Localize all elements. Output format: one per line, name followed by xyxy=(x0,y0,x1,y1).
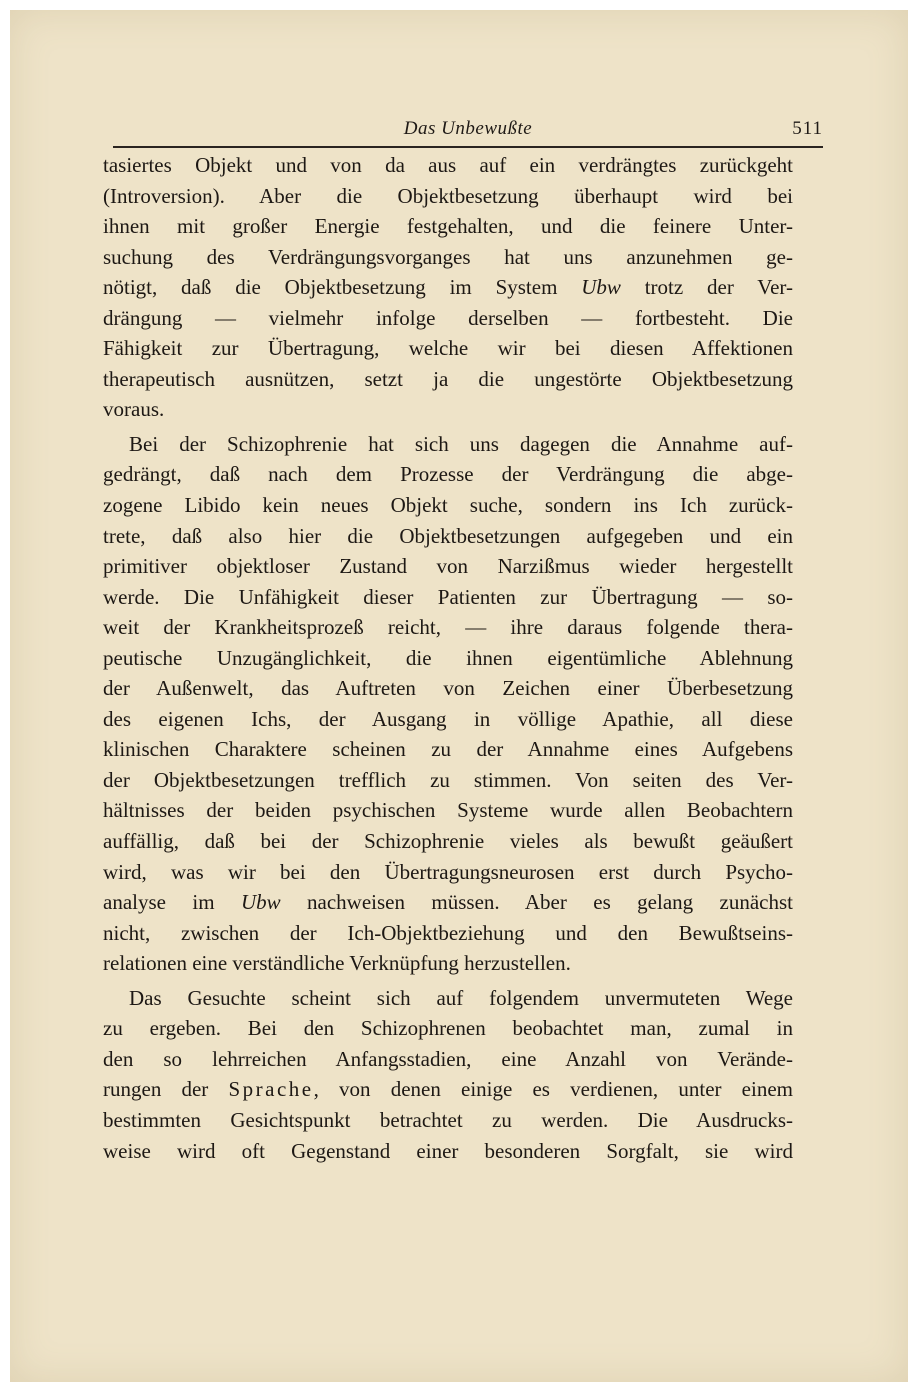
text-line: suchung des Verdrängungsvorganges hat uns anzunehmen ge- xyxy=(103,244,793,269)
text-line: Bei der Schizophrenie hat sich uns dagegen die Annahme auf- xyxy=(129,431,793,456)
text-line: gedrängt, daß nach dem Prozesse der Verdrängung die abge- xyxy=(103,462,793,487)
text-line: zogene Libido kein neues Objekt suche, sondern ins Ich zurück- xyxy=(103,493,793,518)
text-line: den so lehrreichen Anfangsstadien, eine Anzahl von Verände- xyxy=(103,1046,793,1071)
text-segment: trotz der Ver- xyxy=(620,275,793,300)
text-line: therapeutisch ausnützen, setzt ja die ungestörte Objektbesetzung xyxy=(103,366,793,391)
text-line: weise wird oft Gegenstand einer besonderen Sorgfalt, sie wird xyxy=(103,1138,793,1163)
text-line: peutische Unzugänglichkeit, die ihnen eigentümliche Ablehnung xyxy=(103,645,793,670)
paragraph xyxy=(103,150,793,425)
text-segment: rungen der xyxy=(103,1077,229,1102)
text-line xyxy=(103,887,793,918)
text-line: drängung — vielmehr infolge derselben — fortbesteht. Die xyxy=(103,305,793,330)
text-line: der Außenwelt, das Auftreten von Zeichen einer Überbesetzung xyxy=(103,676,793,701)
emphasis-ubw: Ubw xyxy=(581,275,621,300)
text-line: nicht, zwischen der Ich-Objektbeziehung und den Bewußtseins- xyxy=(103,920,793,945)
text-line xyxy=(103,272,793,303)
running-head-title: Das Unbewußte xyxy=(403,118,533,139)
paragraph xyxy=(103,429,793,979)
text-segment: nachweisen müssen. Aber es gelang zunächst xyxy=(280,890,794,915)
text-line: tasiertes Objekt und von da aus auf ein verdrängtes zurückgeht xyxy=(103,153,793,177)
text-line: Das Gesuchte scheint sich auf folgendem unvermuteten Wege xyxy=(129,985,793,1010)
body-text xyxy=(103,150,793,1166)
text-line: primitiver objektloser Zustand von Narzißmus wieder hergestellt xyxy=(103,554,793,579)
text-segment: , von denen einige es verdienen, unter einem xyxy=(313,1077,793,1102)
text-line: hältnisses der beiden psychischen Systeme wurde allen Beobachtern xyxy=(103,798,793,823)
text-line: zu ergeben. Bei den Schizophrenen beobachtet man, zumal in xyxy=(103,1016,793,1041)
text-line: auffällig, daß bei der Schizophrenie vieles als bewußt geäußert xyxy=(103,829,793,854)
emphasis-ubw: Ubw xyxy=(240,890,281,915)
running-head xyxy=(113,116,823,148)
text-line: des eigenen Ichs, der Ausgang in völlige Apathie, all diese xyxy=(103,706,793,731)
text-line: der Objektbesetzungen trefflich zu stimmen. Von seiten des Ver- xyxy=(103,767,793,792)
spaced-emphasis-sprache: Sprache xyxy=(228,1077,314,1102)
text-line: relationen eine verständliche Verknüpfung herzustellen. xyxy=(103,951,571,976)
text-line: werde. Die Unfähigkeit dieser Patienten zur Übertragung — so- xyxy=(103,584,793,609)
text-line: (Introversion). Aber die Objektbesetzung überhaupt wird bei xyxy=(103,183,793,208)
text-line: weit der Krankheitsprozeß reicht, — ihre daraus folgende thera- xyxy=(103,615,793,640)
text-line: ihnen mit großer Energie festgehalten, und die feinere Unter- xyxy=(103,214,793,239)
text-line: trete, daß also hier die Objektbesetzungen aufgegeben und ein xyxy=(103,523,793,548)
text-line: wird, was wir bei den Übertragungsneurosen erst durch Psycho- xyxy=(103,859,793,884)
page-number: 511 xyxy=(792,118,823,139)
paragraph xyxy=(103,983,793,1166)
text-line: klinischen Charaktere scheinen zu der Annahme eines Aufgebens xyxy=(103,737,793,762)
text-line: voraus. xyxy=(103,397,165,422)
text-segment: nötigt, daß die Objektbesetzung im System xyxy=(103,275,582,300)
text-line: bestimmten Gesichtspunkt betrachtet zu werden. Die Ausdrucks- xyxy=(103,1107,793,1132)
text-line xyxy=(103,1074,793,1105)
text-segment: analyse im xyxy=(103,890,241,915)
text-line: Fähigkeit zur Übertragung, welche wir bei diesen Affektionen xyxy=(103,336,793,361)
